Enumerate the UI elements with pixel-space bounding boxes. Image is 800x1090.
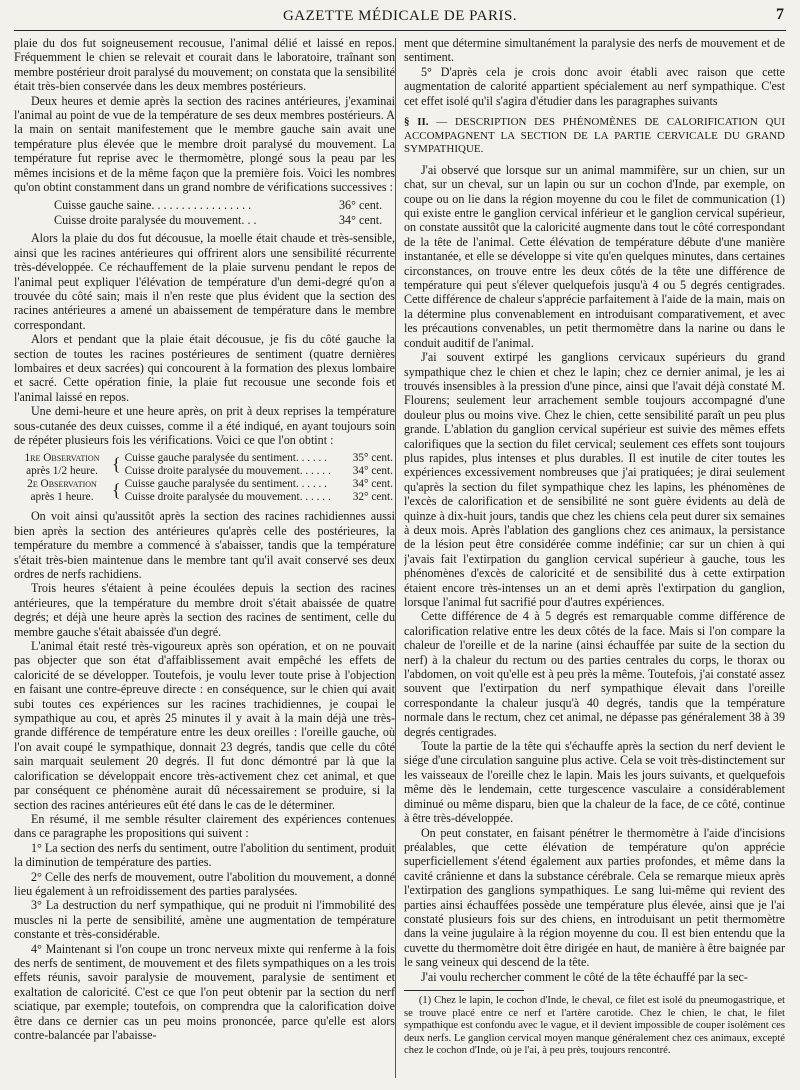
column-divider [395,38,396,1078]
observation-label: 2e Observation [27,478,97,491]
observation-value: 34° cent. [352,465,393,478]
paragraph: En résumé, il me semble résulter clairement des expériences contenues dans ce paragraphe les propositions qui suivent : [14,811,395,841]
measurement-row [54,213,395,227]
observation-label: 1re Observation [24,452,100,465]
observation-row [14,478,395,491]
measurement-list [54,198,395,227]
paragraph: Deux heures et demie après la section des racines antérieures, j'examinai l'animal au point de vue de la température de ses deux membres postérieurs. A la main on sentait manifestement que le membre gauche sain avait une température plus élevée que le membre droit paralysé du mouvement. La température fut reprise avec le thermomètre, plongé sous la peau par les mêmes incisions et de la même façon que la première fois. Voici les nombres qu'on obtint constamment dans un grand nombre de vérifications successives : [14,93,395,195]
paragraph: Cette différence de 4 à 5 degrés est remarquable comme différence de calorification relative entre les deux côtés de la face. Mais si l'on compare la chaleur de l'oreille et de la narine (ainsi échauffée par suite de la section du nerf) à la chaleur du rectum ou des parties centrales du corps, le thorax ou l'abdomen, on voit qu'elle est à peu près la même. Toutefois, j'ai constaté assez souvent que l'extirpation du nerf sympathique élevait dans l'oreille correspondante la chaleur jusqu'à 40 degrés, tandis que la température normale dans le rectum, chez cet animal, ne dépasse pas généralement 38 à 39 degrés centigrades. [404,609,785,739]
paragraph: plaie du dos fut soigneusement recousue, l'animal délié et laissé en repos. Fréquemment le chien se relevait et courait dans le laboratoire, traînant son membre postérieur droit paralysé du mouvement; on constata que la sensibilité était très-bien conservée dans les deux membres postérieurs. [14,36,395,94]
page-header [14,6,786,31]
paragraph: On peut constater, en faisant pénétrer le thermomètre à l'aide d'incisions préalables, que cette élévation de température qu'on apprécie superficiellement s'étend également aux parties profondes, et même dans la cavité crânienne et dans la substance cérébrale. Cela se remarque mieux après l'extirpation des ganglions sympathiques. Le sang lui-même qui revient des parties ainsi échauffées possède une température plus élevée, ainsi que je l'ai constaté plusieurs fois sur des chiens, en introduisant un petit thermomètre dans la veine jugulaire à la région moyenne du cou. Il est bien entendu que la cuvette du thermomètre doit être dirigée en haut, de manière à être baignée par le sang veineux qui descend de la tête. [404,825,785,970]
section-heading [404,116,785,157]
journal-title: GAZETTE MÉDICALE DE PARIS. [282,8,518,24]
observation-text: Cuisse gauche paralysée du sentiment. . . . . . [124,478,327,491]
footnote-rule [404,990,524,991]
observation-text: Cuisse gauche paralysée du sentiment. . . . . . [124,452,327,465]
observation-value: 34° cent. [352,478,393,491]
paragraph: 3° La destruction du nerf sympathique, qui ne produit ni l'immobilité des muscles ni la perte de sensibilité, amène une augmentation de température constante et très-considérable. [14,898,395,942]
paragraph: Alors et pendant que la plaie était décousue, je fis du côté gauche la section de toutes les racines postérieures de sentiment (quatre dernières lombaires et deux sacrées) qui concourent à la formation des plexus lombaire et sacré. Cette opération finie, la plaie fut recousue une seconde fois et l'animal laissé en repos. [14,332,395,404]
measurement-label: Cuisse droite paralysée du mouvement. . . [54,212,257,227]
brace-glyph: { [112,454,121,475]
paragraph: Une demi-heure et une heure après, on prit à deux reprises la température sous-cutanée des deux cuisses, comme il a été indiqué, en ayant toujours soin de répéter plusieurs fois les vérifications. Voici ce que l'on obtint : [14,404,395,447]
observation-time: après 1/2 heure. [26,465,98,478]
left-column [14,36,395,1082]
paragraph: Toute la partie de la tête qui s'échauffe après la section du nerf devient le siége d'une circulation sanguine plus active. Cela se voit très-distinctement sur les vaisseaux de l'oreille chez le lapin. Mais les jours suivants, et quelquefois même dès le lendemain, cette turgescence vasculaire a considérablement diminué ou même disparu, bien que la chaleur de la face, de ce côté, continue à être très-développée. [404,739,785,826]
measurement-row [54,198,395,212]
observation-row [14,465,395,478]
section-number: § II. [404,116,429,129]
observation-value: 35° cent. [352,452,393,465]
observation-text: Cuisse droite paralysée du mouvement. . . . . . [124,465,331,478]
observation-table [14,452,395,504]
paragraph: 2° Celle des nerfs de mouvement, outre l'abolition du mouvement, a donné lieu également à un refroidissement des parties paralysées. [14,869,395,898]
section-title: — DESCRIPTION DES PHÉNOMÈNES DE CALORIFICATION QUI ACCOMPAGNENT LA SECTION DE LA PARTIE CERVICALE DU GRAND SYMPATHIQUE. [404,116,785,156]
paragraph: J'ai voulu rechercher comment le côté de la tête échauffé par la sec- [420,969,748,984]
measurement-value: 36° cent. [339,198,383,213]
paragraph: 5° D'après cela je crois donc avoir établi avec raison que cette augmentation de calorité appartient spécialement au nerf sympathique. C'est cet effet isolé qu'il s'agira d'étudier dans les paragraphes suivants [404,64,785,108]
observation-text: Cuisse droite paralysée du mouvement. . . . . . [124,491,331,504]
paragraph: J'ai observé que lorsque sur un animal mammifère, sur un chien, sur un chat, sur un cheval, sur un lapin ou sur un cochon d'Inde, par exemple, on coupe ou on lie dans la région moyenne du cou le filet de communication (1) qui existe entre le ganglion cervical inférieur et le ganglion cervical supérieur, on constate aussitôt que la caloricité augmente dans tout le côté correspondant de la tête de l'animal. Cette élévation de température débute d'une manière instantanée, et elle se développe si vite qu'en quelques minutes, dans certaines circonstances, on trouve entre les deux côtés de la tête une différence de température qui peut s'élever quelquefois jusqu'à 4 ou 5 degrés centigrades. Cette différence de chaleur s'apprécie parfaitement à l'aide de la main, mais on la détermine plus convenablement en introduisant comparativement, et avec les précautions convenables, un petit thermomètre dans la narine ou dans le conduit auditif de l'animal. [404,162,785,350]
observation-row [14,452,395,465]
right-column [404,36,785,1082]
paragraph: 4° Maintenant si l'on coupe un tronc nerveux mixte qui renferme à la fois des nerfs de sentiment, de mouvement et des filets sympathiques on a les trois effets réunis, savoir paralysie de mouvement, paralysie de sentiment et exaltation de caloricité. C'est ce que l'on peut obtenir par la section du nerf sciatique, par exemple; toutefois, on comprendra que la calorification doive être dans ce dernier cas un peu moins prononcée, parce qu'elle est alors contre-balancée par l'abaisse- [14,941,395,1042]
observation-row [14,491,395,504]
brace-glyph: { [112,480,121,501]
measurement-value: 34° cent. [339,212,383,227]
paragraph: 1° La section des nerfs du sentiment, outre l'abolition du sentiment, produit la diminution de température des parties. [14,840,395,870]
paragraph: J'ai souvent extirpé les ganglions cervicaux supérieurs du grand sympathique chez le chien et chez le lapin; chez ce dernier animal, je les ai trouvés insensibles à la pression d'une pince, ainsi que l'avait déjà constaté M. Flourens; seulement leur arrachement semble toujours accompagné d'une douleur plus ou moins vive. Chez le chien, cette sensibilité paraît un peu plus grande. L'ablation du ganglion cervical supérieur est suivie des mêmes effets calorifiques que la section du filet cervical; seulement ces effets sont toujours plus rapides, plus intenses et plus durables. Il est inutile de citer toutes les expériences excessivement nombreuses que j'ai pratiquées; je dirai seulement qu'après la section du filet sympathique chez les lapins, les phénomènes de l'excès de calorification et de sensibilité ne sont guère évidents au delà de quinze à dix-huit jours, tandis que chez les chiens cela peut durer six semaines à deux mois. Après l'ablation des ganglions chez ces animaux, la persistance de la lésion peut être considérée comme indéfinie; car sur un chien à qui j'avais fait l'extirpation du ganglion cervical supérieur à gauche, tous les phénomènes d'excès de caloricité et de sensibilité dus à cette extirpation étaient encore très-intenses un an et demi après l'extirpation du ganglion, lorsque l'animal fut sacrifié pour d'autres expériences. [404,350,785,609]
paragraph: On voit ainsi qu'aussitôt après la section des racines rachidiennes aussi bien après la section des antérieures qu'après celle des postérieures, la température du membre a commencé à s'abaisser, tandis que la température s'était très-bien maintenue dans le membre tant qu'il avait conservé ses deux ordres de nerfs rachidiens. [14,509,395,581]
observation-value: 32° cent. [352,491,393,504]
measurement-label: Cuisse gauche saine. . . . . . . . . . . . . . . . . [54,198,252,213]
observation-time: après 1 heure. [30,491,94,504]
paragraph: ment que détermine simultanément la paralysie des nerfs de mouvement et de sentiment. [404,36,785,65]
paragraph: L'animal était resté très-vigoureux après son opération, et on ne pouvait pas objecter que son état d'affaiblissement avait empêché les effets de caloricité de se développer. Toutefois, je voulu lever toute prise à l'objection en faisant une contre-épreuve directe : en conséquence, sur le chien qui avait subi toutes ces expériences sur les racines trachidiennes, je coupai le sympathique au cou, et après 25 minutes il y avait à la main déjà une très-grande différence de température entre les deux oreilles : l'oreille gauche, où l'on avait coupé le sympathique, donnait 23 degrés, tandis que celle du côté sain marquait seulement 20 degrés. Il fut donc démontré par là que la calorification se développait encore très-activement chez cet animal, et que par conséquent ce phénomène aurait dû nécessairement se produire, si la section des racines antérieures eût été dans le cas de le déterminer. [14,639,395,812]
footnote: (1) Chez le lapin, le cochon d'Inde, le cheval, ce filet est isolé du pneumogastrique, et se trouve placé entre ce nerf et l'artère carotide. Chez le chien, le chat, le filet sympathique est confondu avec le vague, et il devient impossible de couper isolément ces deux nerfs. Le ganglion cervical moyen manque généralement chez ces animaux, excepté chez le cochon d'Inde, où je l'ai, à peu près, toujours rencontré. [404,994,785,1057]
paragraph: Trois heures s'étaient à peine écoulées depuis la section des racines antérieures, que la température du membre droit s'était abaissée de quatre degrés; et déjà une heure après la section des racines de sentiment, celle du membre gauche s'était abaissée d'un degré. [14,581,395,639]
page-number: 7 [776,6,784,23]
paragraph: Alors la plaie du dos fut décousue, la moelle était chaude et très-sensible, ainsi que les racines antérieures qui offrirent alors une sensibilité récurrente très-développée. Ce réchauffement de la plaie survenu pendant le repos de l'animal peut expliquer l'élévation de température d'un demi-degré qu'on a trouvée du côté sain; mais il n'en reste que plus évident que la section des racines antérieures a amené un abaissement de température dans le membre correspondant. [14,231,395,332]
